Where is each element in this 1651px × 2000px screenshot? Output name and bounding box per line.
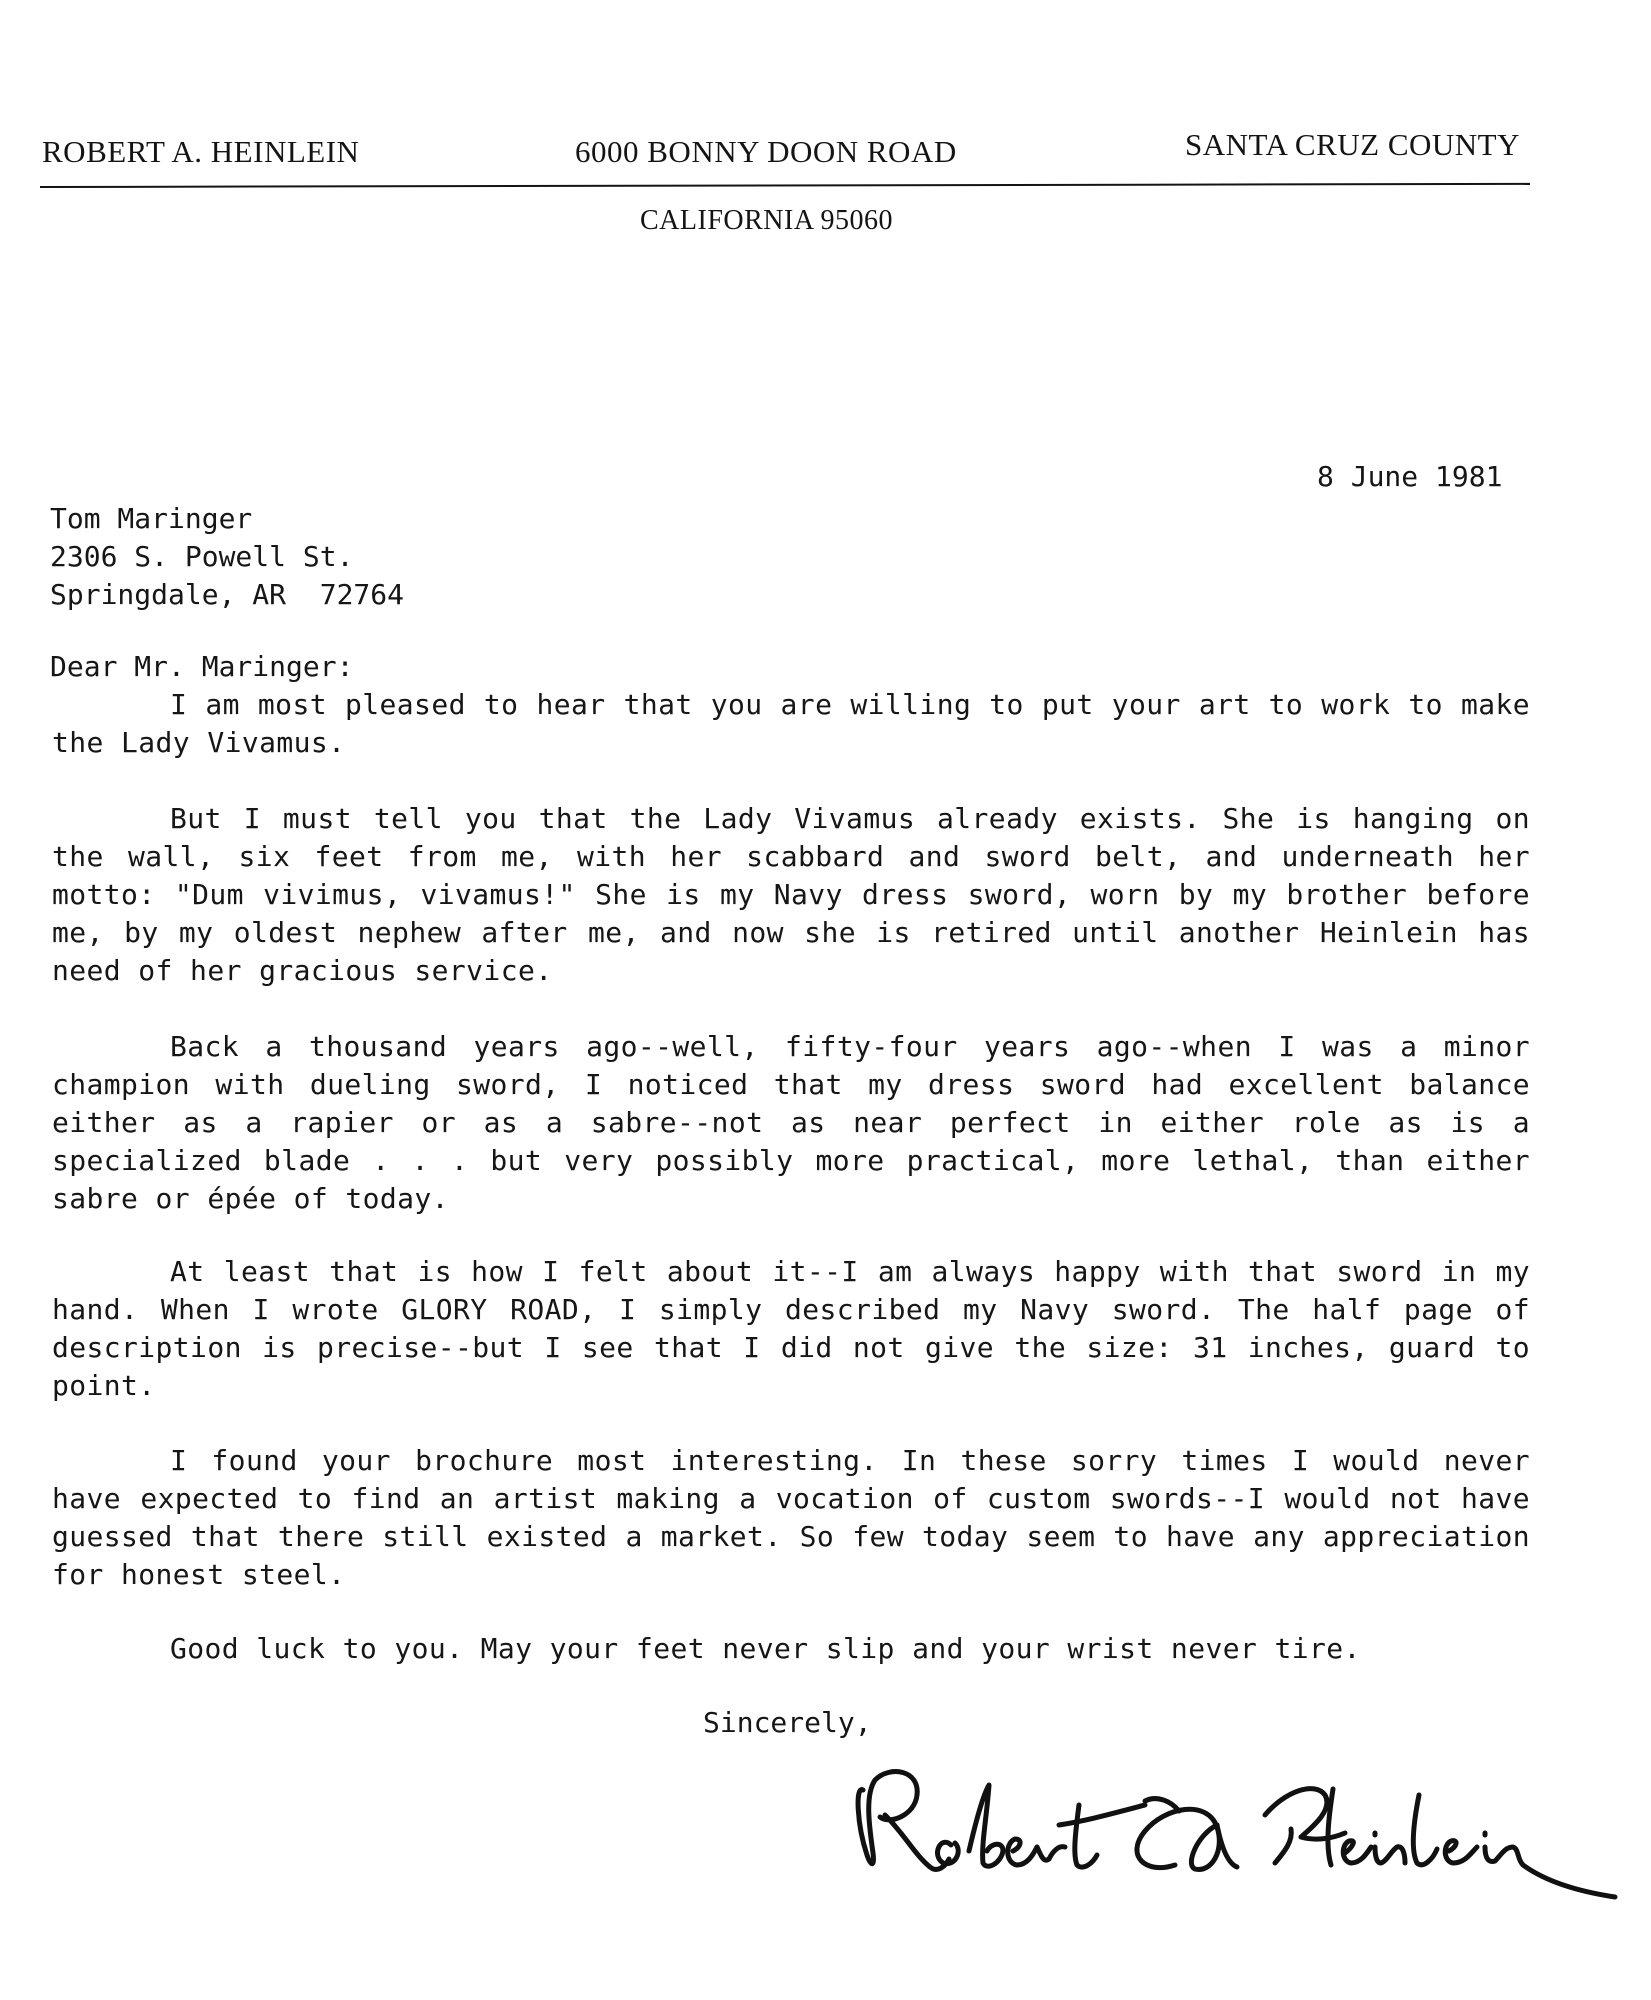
letterhead-name: ROBERT A. HEINLEIN (42, 134, 360, 169)
letterhead-rule (40, 183, 1530, 188)
body-paragraph-3: Back a thousand years ago--well, fifty-four years ago--when I was a minor champion with dueling sword, I noticed that my dress sword had excellent balance either as a rapier or as a sabre--not as near perfect in either role as is a specialized blade . . . but very possibly more practical, more lethal, than either sabre or épée of today. (52, 1030, 1530, 1215)
body-paragraph-6: Good luck to you. May your feet never slip and your wrist never tire. (170, 1632, 1361, 1665)
letter-date: 8 June 1981 (1317, 460, 1503, 493)
handwritten-signature (845, 1755, 1625, 1905)
body-paragraph-5: I found your brochure most interesting. In these sorry times I would never have expected to find an artist making a vocation of custom swords--I would not have guessed that there still existed a market. So few today seem to have any appreciation for honest steel. (52, 1444, 1530, 1591)
salutation: Dear Mr. Maringer: (50, 650, 354, 683)
closing: Sincerely, (703, 1706, 872, 1739)
letterhead-state: CALIFORNIA 95060 (640, 205, 894, 236)
recipient-address (50, 500, 404, 614)
recipient-city: Springdale, AR 72764 (50, 578, 405, 611)
body-paragraph-1: I am most pleased to hear that you are willing to put your art to work to make the Lady Vivamus. (52, 688, 1530, 759)
letterhead-county: SANTA CRUZ COUNTY (1185, 127, 1520, 162)
body-paragraph-2: But I must tell you that the Lady Vivamus already exists. She is hanging on the wall, six feet from me, with her scabbard and sword belt, and underneath her motto: "Dum vivimus, vivamus!" She is my Navy dress sword, worn by my brother before me, by my oldest nephew after me, and now she is retired until another Heinlein has need of her gracious service. (52, 802, 1530, 987)
recipient-street: 2306 S. Powell St. (50, 540, 354, 573)
letterhead-road: 6000 BONNY DOON ROAD (575, 134, 957, 169)
letterhead (40, 122, 1540, 182)
recipient-name: Tom Maringer (50, 502, 253, 535)
body-paragraph-4: At least that is how I felt about it--I am always happy with that sword in my hand. When I wrote GLORY ROAD, I simply described my Navy sword. The half page of description is precise--but I see that I did not give the size: 31 inches, guard to point. (52, 1255, 1530, 1402)
